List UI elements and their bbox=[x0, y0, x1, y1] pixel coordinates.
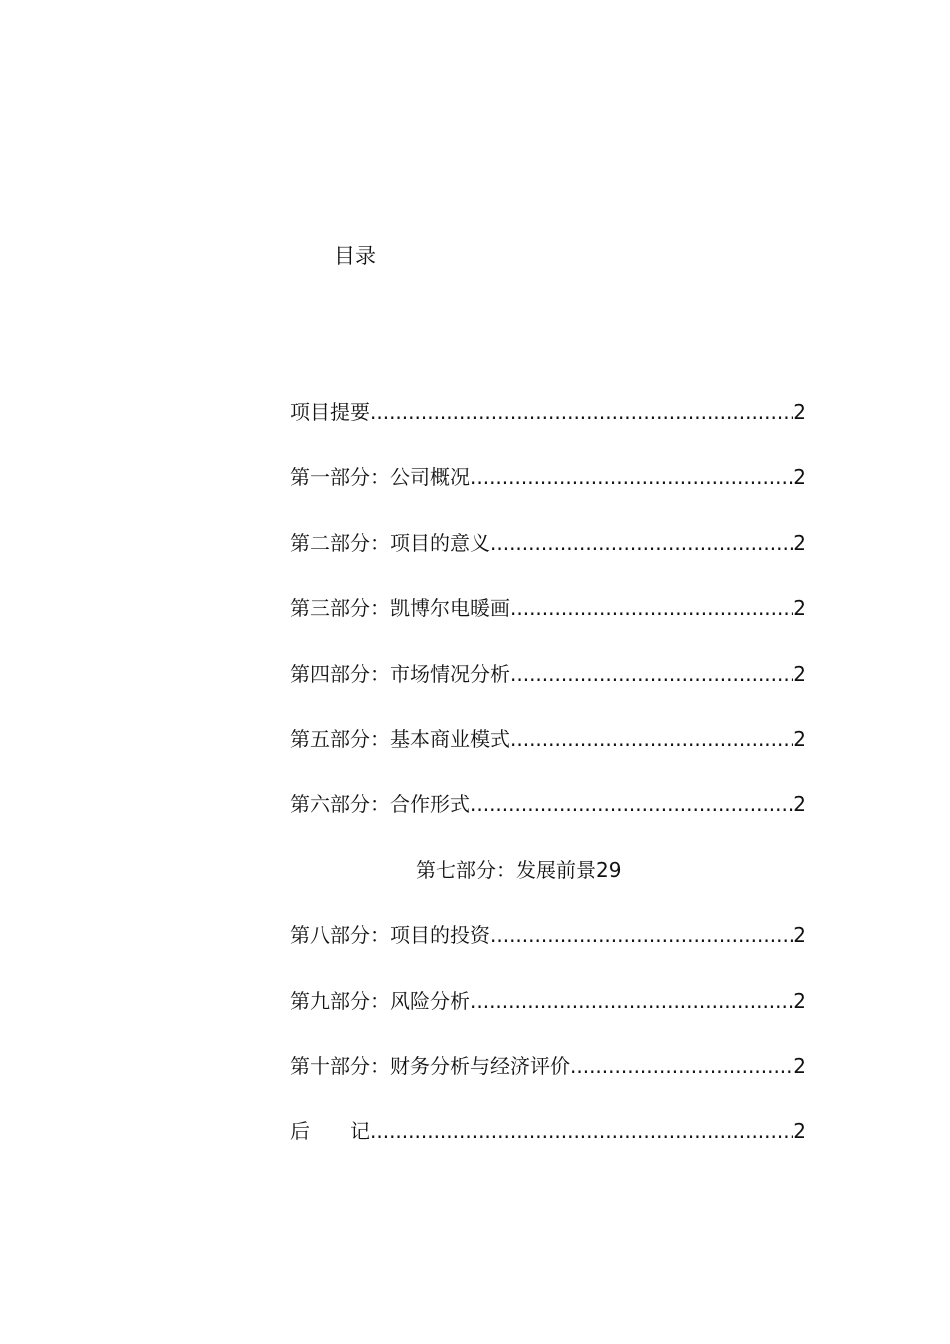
toc-page-number: 2 bbox=[793, 988, 806, 1013]
table-of-contents bbox=[290, 397, 806, 1182]
toc-entry-part-9[interactable] bbox=[290, 986, 806, 1051]
toc-page-number: 2 bbox=[793, 1119, 806, 1144]
toc-entry-label: 项目提要 bbox=[290, 400, 370, 424]
dot-leader bbox=[490, 528, 793, 558]
toc-entry-part-5[interactable] bbox=[290, 724, 806, 789]
toc-entry-part-6[interactable] bbox=[290, 789, 806, 854]
toc-entry-summary[interactable] bbox=[290, 397, 806, 462]
toc-entry-label-part: 后 bbox=[290, 1119, 310, 1144]
toc-page-number: 2 bbox=[793, 923, 806, 948]
toc-page-number: 2 bbox=[793, 726, 806, 751]
toc-entry-part-3[interactable] bbox=[290, 593, 806, 658]
toc-entry-label: 第二部分：项目的意义 bbox=[290, 530, 490, 555]
toc-page-number: 2 bbox=[793, 1053, 806, 1078]
dot-leader bbox=[470, 462, 793, 492]
toc-page-number: 2 bbox=[793, 596, 806, 621]
toc-entry-label: 第九部分：风险分析 bbox=[290, 988, 470, 1013]
toc-entry-afterword[interactable] bbox=[290, 1116, 806, 1181]
toc-entry-label: 第三部分：凯博尔电暖画 bbox=[290, 596, 510, 621]
toc-entry-part-4[interactable] bbox=[290, 659, 806, 724]
toc-entry-label: 第十部分：财务分析与经济评价 bbox=[290, 1053, 570, 1078]
toc-entry-label bbox=[290, 1116, 370, 1146]
dot-leader bbox=[370, 1116, 793, 1146]
dot-leader bbox=[490, 920, 793, 950]
dot-leader bbox=[510, 593, 793, 623]
toc-entry-part-1[interactable] bbox=[290, 462, 806, 527]
toc-page-number: 2 bbox=[793, 530, 806, 555]
dot-leader bbox=[510, 659, 793, 689]
toc-entry-part-7[interactable] bbox=[290, 855, 806, 920]
toc-entry-label: 第四部分：市场情况分析 bbox=[290, 661, 510, 686]
toc-page-number: 2 bbox=[793, 465, 806, 490]
toc-entry-part-10[interactable] bbox=[290, 1051, 806, 1116]
dot-leader bbox=[570, 1051, 793, 1081]
toc-page-number: 2 bbox=[793, 661, 806, 686]
toc-entry-label: 第六部分：合作形式 bbox=[290, 792, 470, 817]
toc-entry-label: 第五部分：基本商业模式 bbox=[290, 726, 510, 751]
toc-page-number: 2 bbox=[793, 792, 806, 817]
toc-entry-part-2[interactable] bbox=[290, 528, 806, 593]
toc-entry-label: 第八部分：项目的投资 bbox=[290, 923, 490, 948]
toc-page-number: 2 bbox=[793, 400, 806, 424]
toc-entry-label: 第一部分：公司概况 bbox=[290, 465, 470, 490]
dot-leader bbox=[510, 724, 793, 754]
toc-entry-label: 第七部分：发展前景29 bbox=[416, 857, 622, 882]
toc-entry-label-part: 记 bbox=[350, 1119, 370, 1144]
toc-entry-part-8[interactable] bbox=[290, 920, 806, 985]
dot-leader bbox=[470, 986, 793, 1016]
dot-leader bbox=[470, 789, 793, 819]
toc-title: 目录 bbox=[334, 244, 376, 268]
dot-leader bbox=[370, 397, 793, 427]
